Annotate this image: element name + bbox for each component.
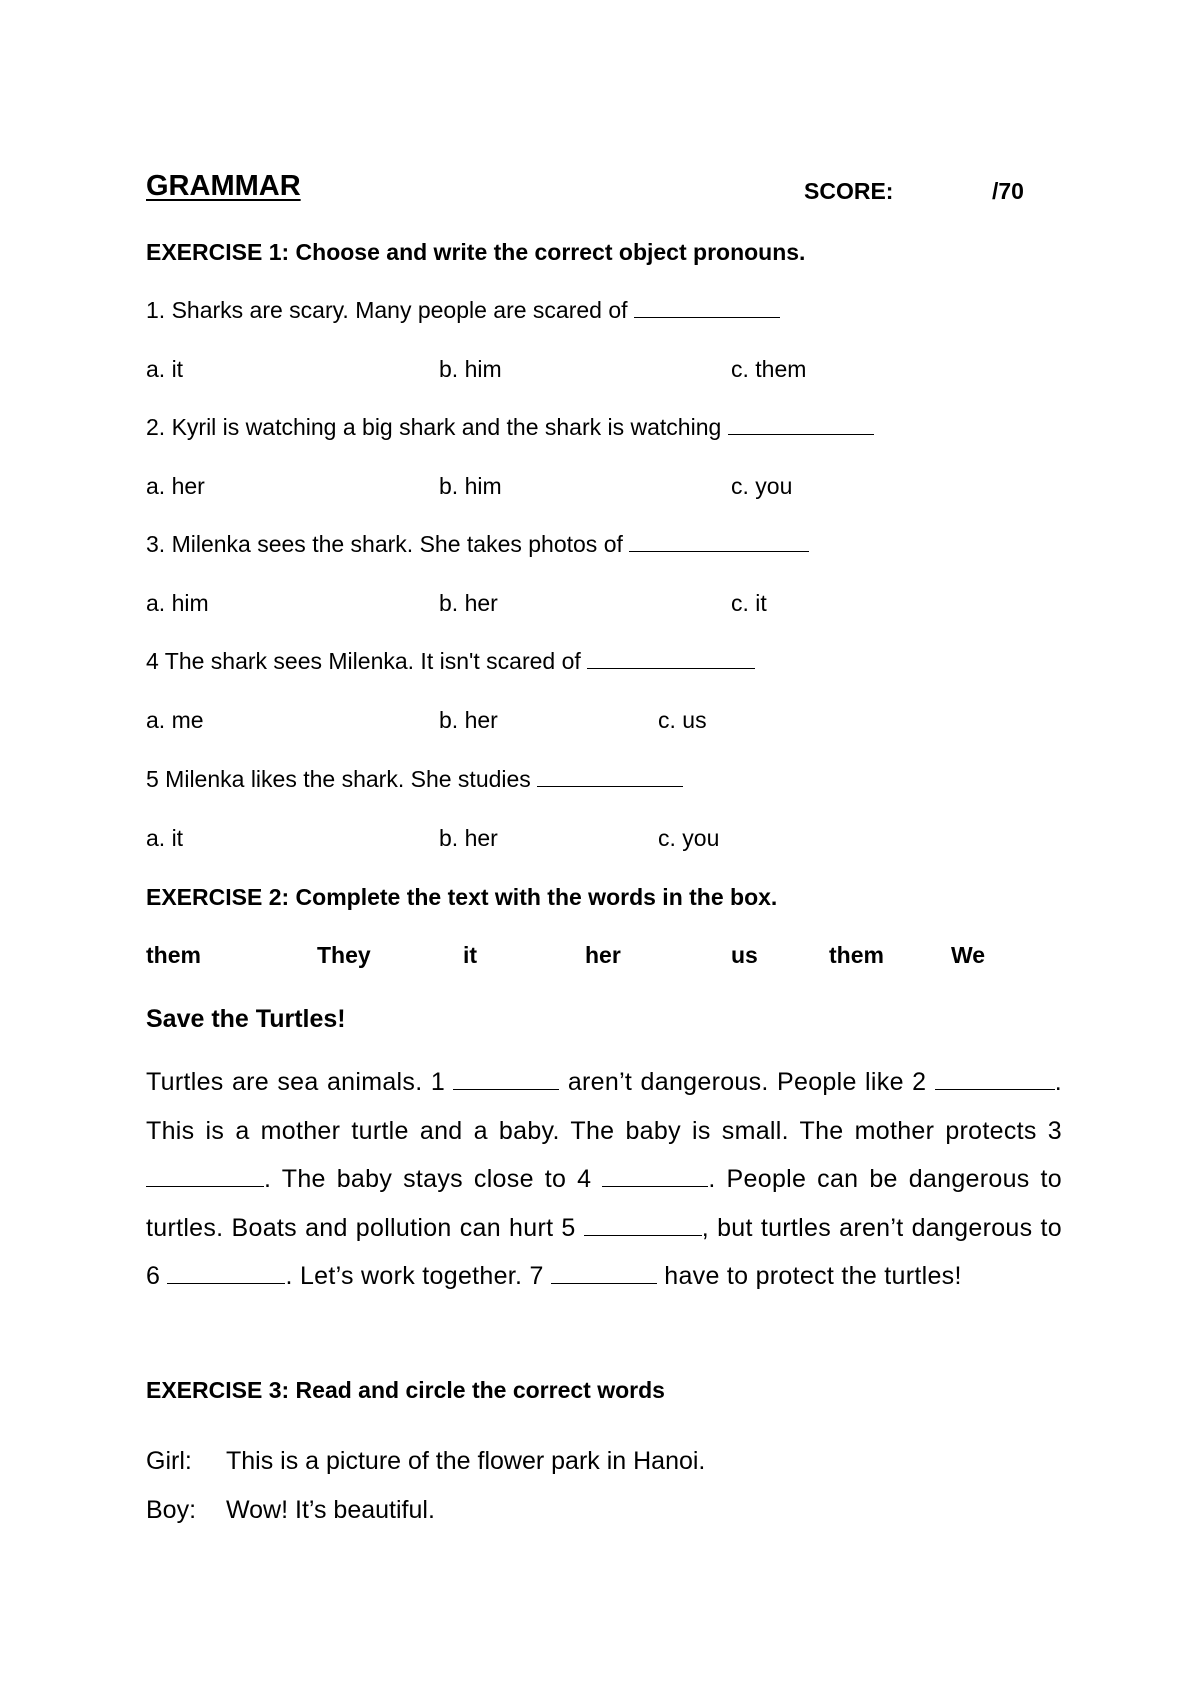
exercise-1-heading: EXERCISE 1: Choose and write the correct object pronouns. [146, 239, 806, 265]
question-3-text: 3. Milenka sees the shark. She takes photos of [146, 531, 623, 557]
q1-option-c[interactable]: c. them [731, 356, 807, 382]
dialogue-line-boy: Wow! It’s beautiful. [226, 1496, 435, 1524]
question-2 [146, 414, 874, 441]
q5-option-b[interactable]: b. her [439, 825, 498, 851]
question-2-text: 2. Kyril is watching a big shark and the shark is watching [146, 414, 722, 440]
answer-blank-4[interactable] [587, 648, 755, 669]
word-box-item: They [317, 942, 371, 968]
dialogue-speaker-boy: Boy: [146, 1496, 197, 1524]
dialogue-line-girl: This is a picture of the flower park in Hanoi. [226, 1447, 706, 1475]
exercise-2-heading: EXERCISE 2: Complete the text with the words in the box. [146, 884, 778, 910]
answer-blank-1[interactable] [634, 297, 780, 318]
story-blank-5[interactable] [584, 1213, 702, 1236]
q3-option-a[interactable]: a. him [146, 590, 209, 616]
question-3 [146, 531, 809, 558]
story-text: , but turtles aren’t dangerous to 6 [146, 1213, 1062, 1290]
question-5-text: 5 Milenka likes the shark. She studies [146, 766, 531, 792]
story-blank-2[interactable] [935, 1067, 1055, 1090]
q5-option-a[interactable]: a. it [146, 825, 184, 851]
story-text: . This is a mother turtle and a baby. The baby is small. The mother protects 3 [146, 1068, 1062, 1145]
score-total: /70 [992, 178, 1024, 204]
q2-option-b[interactable]: b. him [439, 473, 502, 499]
question-4 [146, 648, 755, 675]
story-text: . The baby stays close to 4 [264, 1165, 592, 1193]
exercise-3-heading: EXERCISE 3: Read and circle the correct words [146, 1377, 665, 1403]
q4-option-c[interactable]: c. us [658, 707, 707, 733]
q5-option-c[interactable]: c. you [658, 825, 720, 851]
story-blank-4[interactable] [602, 1164, 708, 1187]
word-box-item: them [829, 942, 884, 968]
story-text: . Let’s work together. 7 [285, 1262, 544, 1290]
q4-option-b[interactable]: b. her [439, 707, 498, 733]
story-paragraph [146, 1058, 1062, 1301]
q2-option-a[interactable]: a. her [146, 473, 205, 499]
q1-option-a[interactable]: a. it [146, 356, 184, 382]
word-box-item: it [463, 942, 478, 968]
answer-blank-2[interactable] [728, 414, 874, 435]
question-1-text: 1. Sharks are scary. Many people are scared of [146, 297, 628, 323]
answer-blank-3[interactable] [629, 531, 809, 552]
q4-option-a[interactable]: a. me [146, 707, 204, 733]
word-box-item: We [951, 942, 986, 968]
score-label: SCORE: [804, 178, 894, 204]
story-blank-3[interactable] [146, 1164, 264, 1187]
story-title: Save the Turtles! [146, 1005, 346, 1033]
story-text: aren’t dangerous. People like 2 [567, 1068, 927, 1096]
q3-option-b[interactable]: b. her [439, 590, 498, 616]
story-blank-6[interactable] [167, 1261, 285, 1284]
q3-option-c[interactable]: c. it [731, 590, 767, 616]
question-4-text: 4 The shark sees Milenka. It isn't scared of [146, 648, 581, 674]
q1-option-b[interactable]: b. him [439, 356, 502, 382]
word-box-item: them [146, 942, 201, 968]
dialogue-speaker-girl: Girl: [146, 1447, 192, 1475]
word-box-item: her [585, 942, 621, 968]
story-text: . People can be dangerous to turtles. Boats and pollution can hurt 5 [146, 1165, 1062, 1242]
story-blank-1[interactable] [453, 1067, 559, 1090]
story-text: have to protect the turtles! [664, 1262, 962, 1290]
answer-blank-5[interactable] [537, 766, 683, 787]
word-box-item: us [731, 942, 758, 968]
page-title: GRAMMAR [146, 170, 301, 202]
story-blank-7[interactable] [551, 1261, 657, 1284]
question-1 [146, 297, 780, 324]
q2-option-c[interactable]: c. you [731, 473, 793, 499]
question-5 [146, 766, 683, 793]
story-text: Turtles are sea animals. 1 [146, 1068, 446, 1096]
